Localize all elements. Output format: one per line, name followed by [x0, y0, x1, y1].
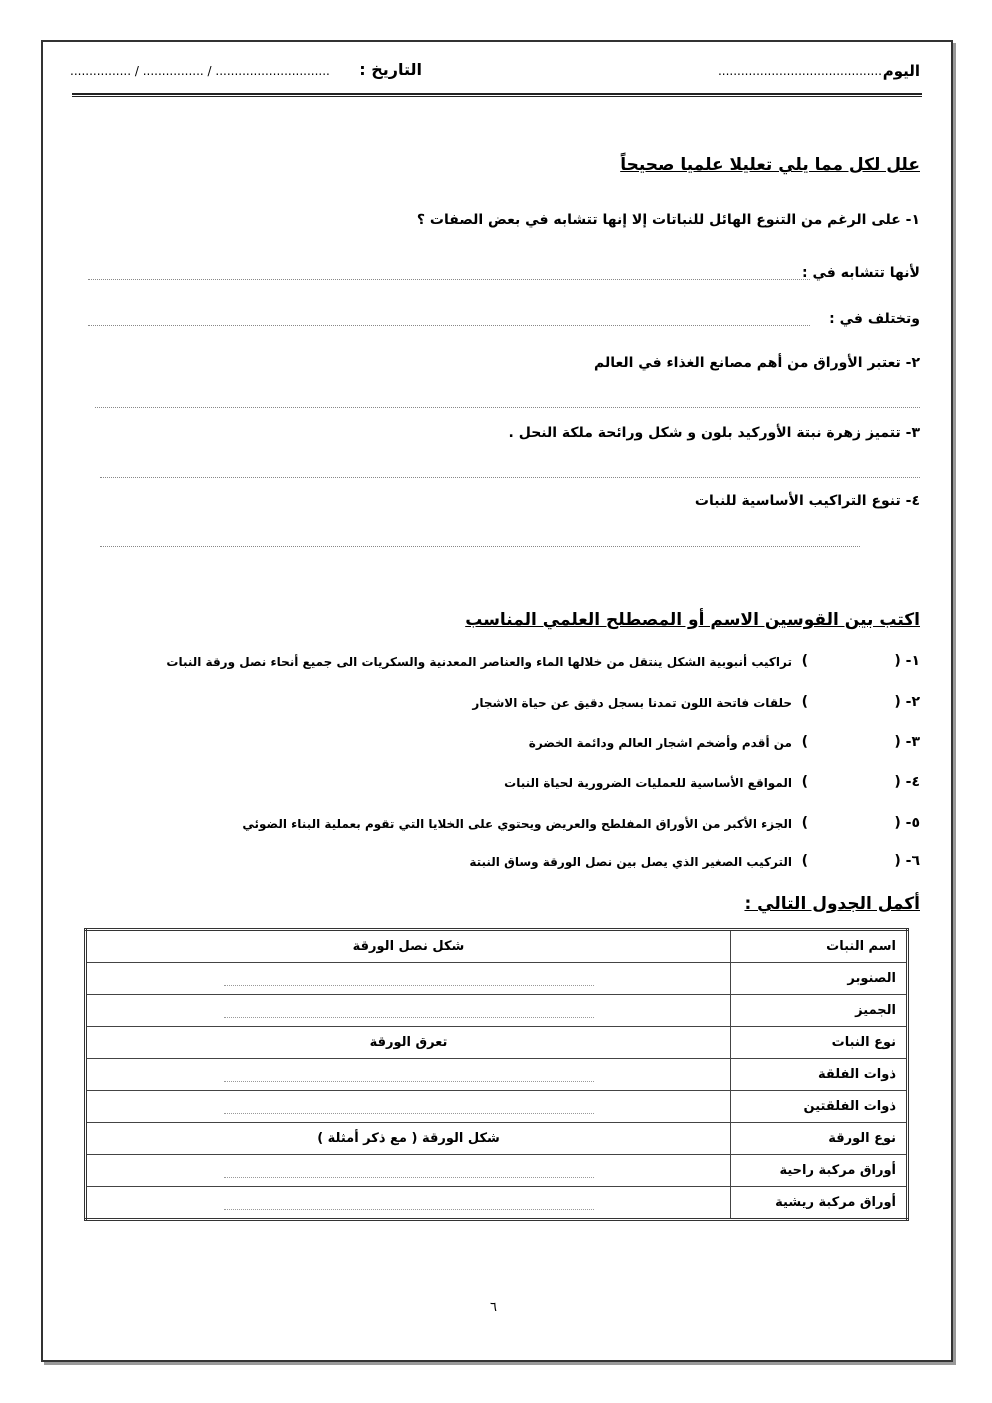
answer-line-4[interactable] [100, 546, 860, 547]
question-3: ٣- تتميز زهرة نبتة الأوركيد بلون و شكل ورائحة ملكة النحل . [508, 425, 920, 441]
table-row [86, 995, 908, 1027]
table-answer-cell[interactable] [86, 995, 731, 1027]
table-row [86, 1091, 908, 1123]
header-rule [72, 93, 922, 95]
page-number: ٦ [490, 1300, 497, 1315]
date-field[interactable]: ................ / ................ / .............................. [70, 64, 330, 78]
item-6-number: ٦- ( [894, 853, 920, 869]
table-row [86, 1187, 908, 1220]
table-row [86, 963, 908, 995]
item-6-answer-blank[interactable]: ) [801, 853, 808, 869]
item-5-number: ٥- ( [894, 815, 920, 831]
answer-line-3[interactable] [100, 477, 920, 478]
question-2: ٢- تعتبر الأوراق من أهم مصانع الغذاء في العالم [593, 355, 920, 371]
plant-table [84, 928, 909, 1221]
answer-line-1a[interactable] [88, 279, 810, 280]
item-3-text: من أقدم وأضخم اشجار العالم ودائمة الخضرة [528, 736, 792, 750]
item-3-number: ٣- ( [894, 734, 920, 750]
table-row [86, 930, 908, 963]
table-row [86, 1059, 908, 1091]
table-cell: شكل الورقة ( مع ذكر أمثلة ) [86, 1123, 731, 1155]
item-6-text: التركيب الصغير الذي يصل بين نصل الورقة وساق النبتة [469, 855, 792, 869]
table-row [86, 1155, 908, 1187]
question-1: ١- على الرغم من التنوع الهائل للنباتات إلا إنها تتشابه في بعض الصفات ؟ [416, 212, 920, 228]
table-cell: تعرق الورقة [86, 1027, 731, 1059]
question-1-answer-a-label: لأنها تتشابه في : [802, 265, 920, 281]
table-answer-cell[interactable] [86, 963, 731, 995]
table-cell: الصنوبر [731, 963, 908, 995]
table-row [86, 1123, 908, 1155]
question-4: ٤- تنوع التراكيب الأساسية للنبات [694, 493, 920, 509]
table-cell: شكل نصل الورقة [86, 930, 731, 963]
table-cell: ذوات الفلقتين [731, 1091, 908, 1123]
item-5-answer-blank[interactable]: ) [801, 815, 808, 831]
item-2-answer-blank[interactable]: ) [801, 694, 808, 710]
table-cell: اسم النبات [731, 930, 908, 963]
section3-title: أكمل الجدول التالي : [744, 894, 920, 914]
table-cell: نوع النبات [731, 1027, 908, 1059]
date-label: التاريخ : [359, 60, 422, 79]
table-cell: أوراق مركبة ريشية [731, 1187, 908, 1220]
table-answer-cell[interactable] [86, 1187, 731, 1220]
item-2-number: ٢- ( [894, 694, 920, 710]
section1-title: علل لكل مما يلي تعليلا علميا صحيحاً [620, 155, 920, 175]
item-1-text: تراكيب أنبوبية الشكل ينتقل من خلالها الماء والعناصر المعدنية والسكريات الى جميع أنحاء نصل ورقة النبات [166, 655, 792, 669]
question-1-answer-b-label: وتختلف في : [829, 311, 920, 327]
table-cell: ذوات الفلقة [731, 1059, 908, 1091]
answer-line-2[interactable] [95, 407, 920, 408]
day-label: اليوم [882, 62, 920, 80]
day-field[interactable]: ........................................... [717, 64, 882, 78]
table-cell: أوراق مركبة راحية [731, 1155, 908, 1187]
table-cell: نوع الورقة [731, 1123, 908, 1155]
answer-line-1b[interactable] [88, 325, 810, 326]
header-rule-thin [72, 96, 922, 97]
section2-title: اكتب بين القوسين الاسم أو المصطلح العلمي المناسب [465, 610, 920, 630]
item-1-number: ١- ( [894, 653, 920, 669]
item-4-text: المواقع الأساسية للعمليات الضرورية لحياة النبات [504, 776, 792, 790]
item-4-answer-blank[interactable]: ) [801, 774, 808, 790]
item-3-answer-blank[interactable]: ) [801, 734, 808, 750]
table-answer-cell[interactable] [86, 1091, 731, 1123]
table-row [86, 1027, 908, 1059]
table-cell: الجميز [731, 995, 908, 1027]
table-answer-cell[interactable] [86, 1059, 731, 1091]
item-5-text: الجزء الأكبر من الأوراق المفلطح والعريض ويحتوي على الخلايا التي تقوم بعملية البناء الضوئي [242, 817, 792, 831]
item-2-text: حلقات فاتحة اللون تمدنا بسجل دقيق عن حياة الاشجار [472, 696, 792, 710]
item-4-number: ٤- ( [894, 774, 920, 790]
table-answer-cell[interactable] [86, 1155, 731, 1187]
item-1-answer-blank[interactable]: ) [801, 653, 808, 669]
